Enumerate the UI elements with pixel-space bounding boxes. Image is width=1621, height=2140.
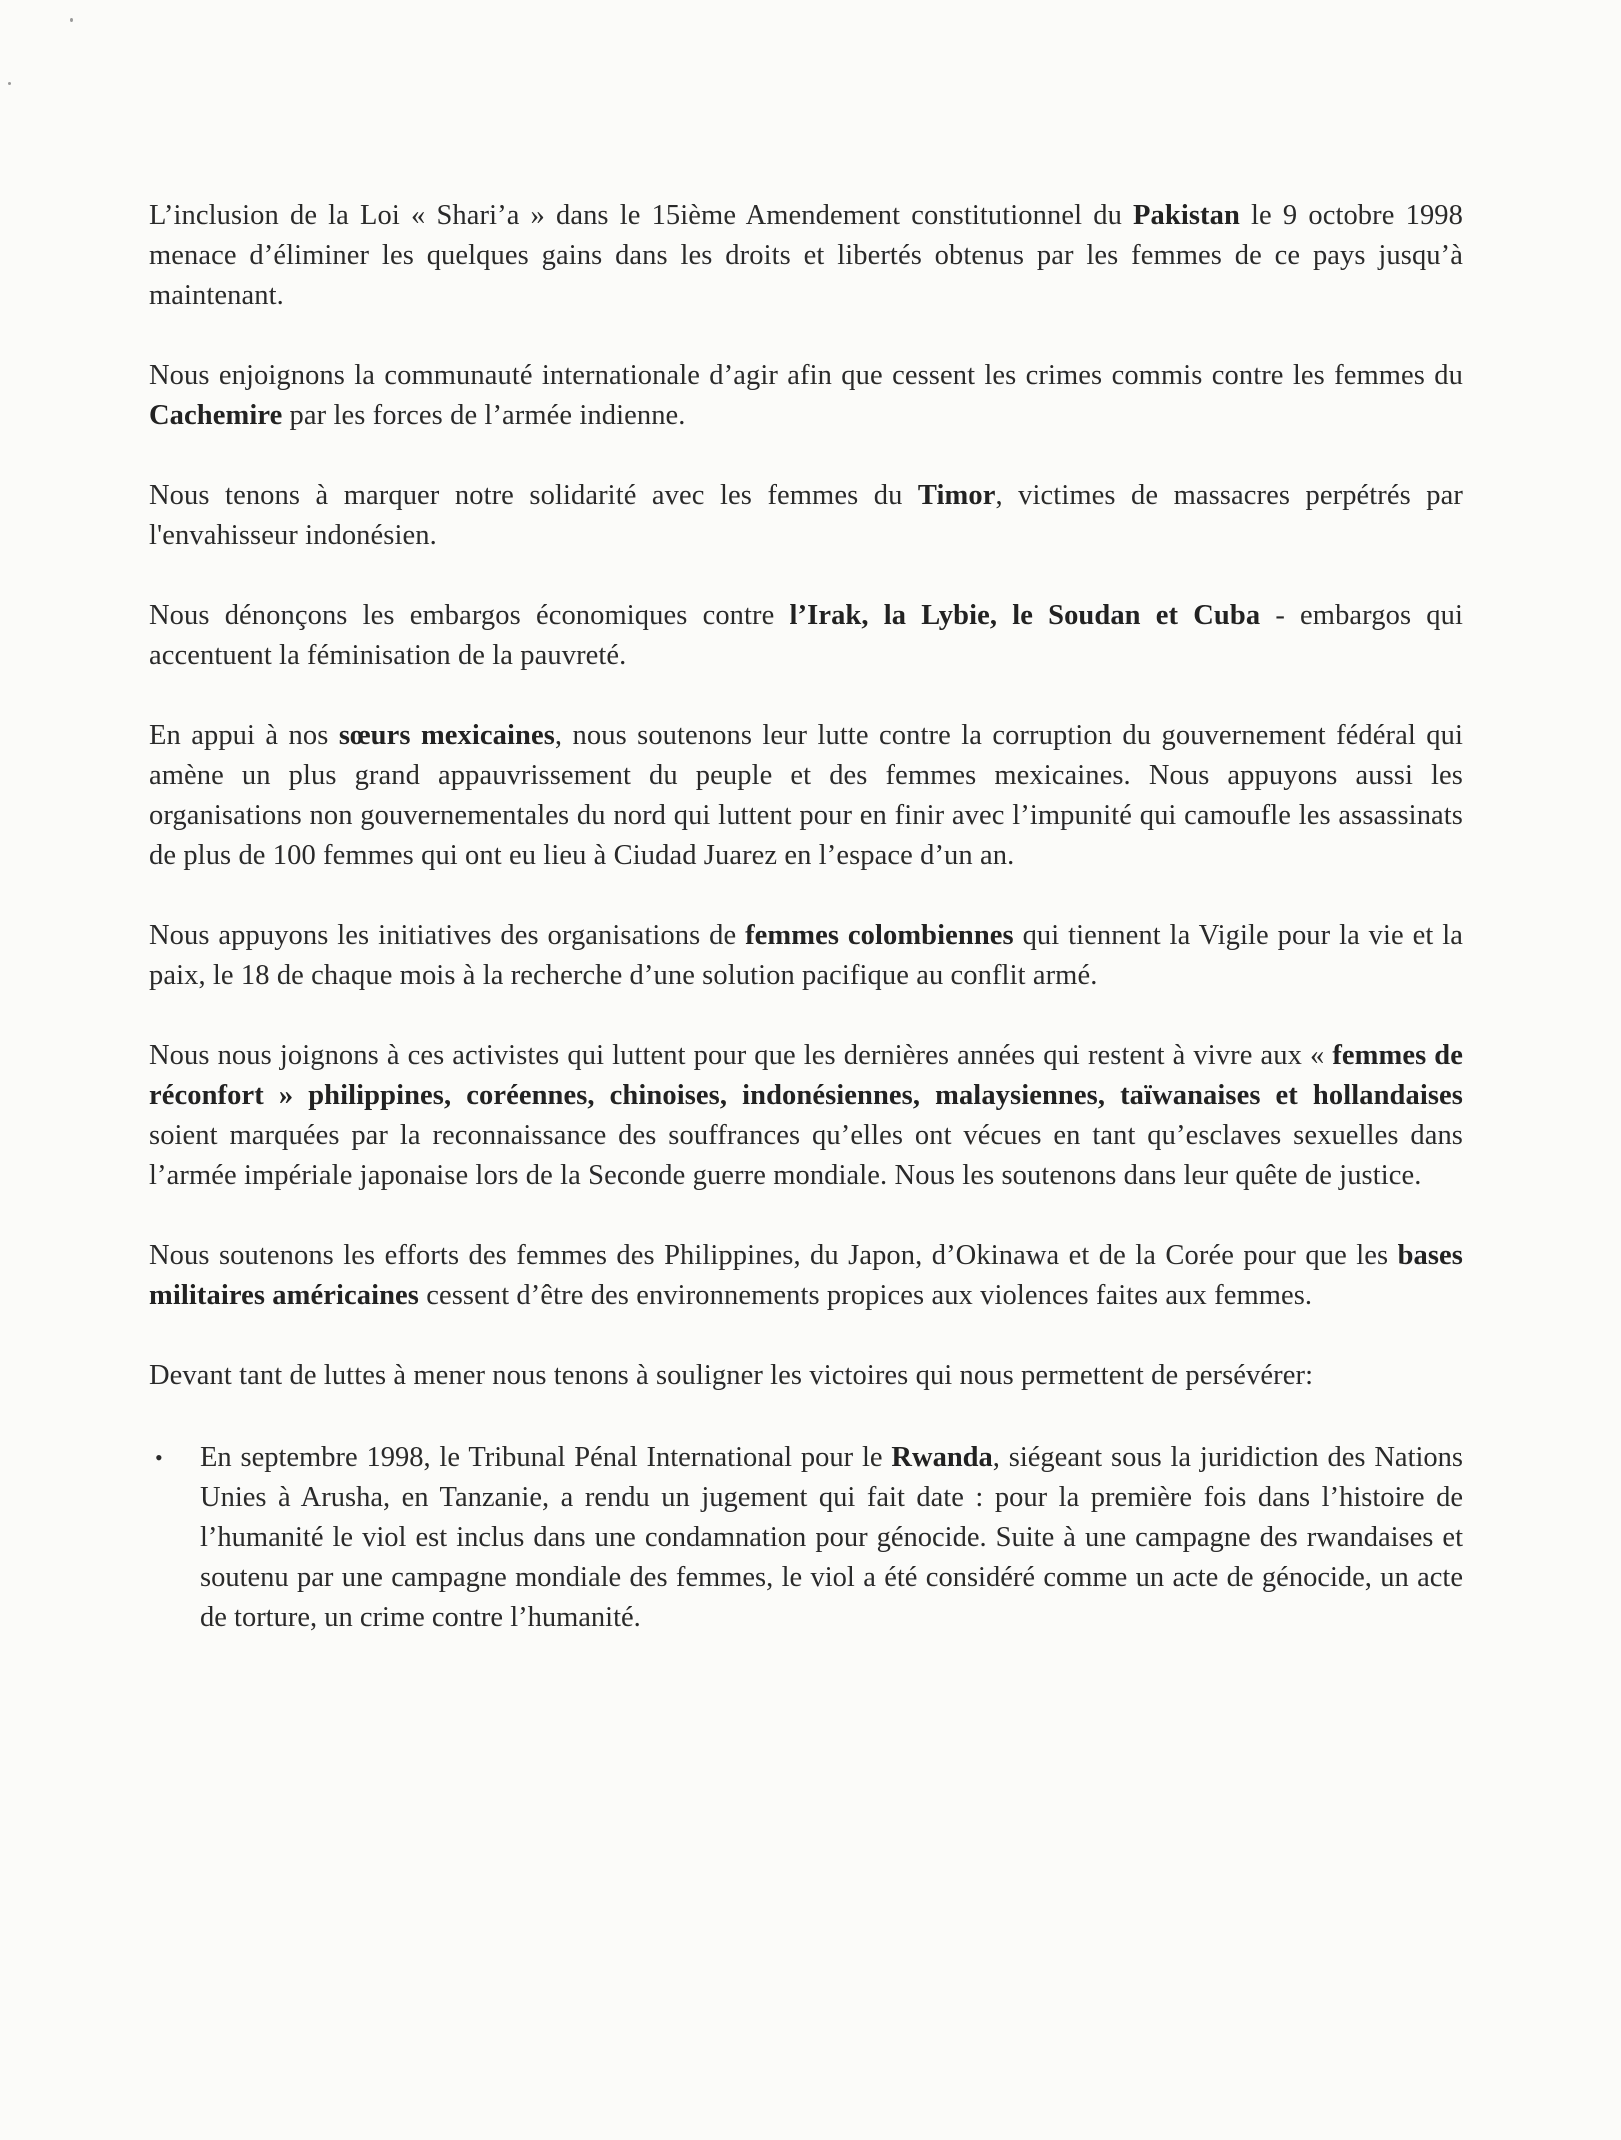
bold-term: bases militaires américaines xyxy=(149,1240,1463,1311)
text: le 9 octobre 1998 menace d’éliminer les quelques gains dans les droits et libertés obtenus par les femmes de ce pays jusqu’à maintenant. xyxy=(149,200,1463,311)
text: , nous soutenons leur lutte contre la corruption du gouvernement fédéral qui amène un plus grand appauvrissement du peuple et des femmes mexicaines. Nous appuyons aussi les organisations non gouvernementales du nord qui luttent pour en finir avec l’impunité qui camoufle les assassinats de plus de 100 femmes qui ont eu lieu à Ciudad Juarez en l’espace d’un an. xyxy=(149,720,1463,871)
bold-term: femmes de réconfort » philippines, coréennes, chinoises, indonésiennes, malaysiennes, taïwanaises et hollandaises xyxy=(149,1040,1464,1111)
list-item xyxy=(149,1438,1463,1638)
scan-speck xyxy=(8,82,11,85)
paragraph-victoires xyxy=(149,1356,1463,1396)
bold-term: Rwanda xyxy=(891,1442,993,1473)
text: Nous enjoignons la communauté internationale d’agir afin que cessent les crimes commis contre les femmes du xyxy=(149,360,1463,391)
paragraph-timor xyxy=(149,476,1463,556)
text: Nous nous joignons à ces activistes qui luttent pour que les dernières années qui restent à vivre aux « xyxy=(149,1040,1333,1071)
text: Nous appuyons les initiatives des organisations de xyxy=(149,920,746,951)
text: par les forces de l’armée indienne. xyxy=(282,400,686,431)
paragraph-reconfort xyxy=(149,1036,1463,1196)
paragraph-bases-militaires xyxy=(149,1236,1463,1316)
scan-speck xyxy=(70,18,73,22)
document-body xyxy=(149,196,1463,1638)
bold-term: l’Irak, la Lybie, le Soudan et Cuba xyxy=(789,600,1261,631)
text: qui tiennent la Vigile pour la vie et la paix, le 18 de chaque mois à la recherche d’une solution pacifique au conflit armé. xyxy=(149,920,1463,991)
paragraph-mexicaines xyxy=(149,716,1463,876)
text: - embargos qui accentuent la féminisation de la pauvreté. xyxy=(149,600,1463,671)
text: cessent d’être des environnements propices aux violences faites aux femmes. xyxy=(418,1280,1313,1311)
text: Devant tant de luttes à mener nous tenons à souligner les victoires qui nous permettent de persévérer: xyxy=(149,1360,1314,1391)
paragraph-colombiennes xyxy=(149,916,1463,996)
bold-term: Timor xyxy=(917,480,996,511)
text: , siégeant sous la juridiction des Nations Unies à Arusha, en Tanzanie, a rendu un jugement qui fait date : pour la première fois dans l’histoire de l’humanité le viol est inclus dans une condamnation pour génocide. Suite à une campagne des rwandaises et soutenu par une campagne mondiale des femmes, le viol a été considéré comme un acte de génocide, un acte de torture, un crime contre l’humanité. xyxy=(200,1442,1463,1633)
text: Nous dénonçons les embargos économiques contre xyxy=(149,600,790,631)
paragraph-cachemire xyxy=(149,356,1463,436)
text: L’inclusion de la Loi « Shari’a » dans le 15ième Amendement constitutionnel du xyxy=(149,200,1134,231)
text: Nous tenons à marquer notre solidarité avec les femmes du xyxy=(149,480,918,511)
bold-term: femmes colombiennes xyxy=(745,920,1014,951)
text: Nous soutenons les efforts des femmes des Philippines, du Japon, d’Okinawa et de la Corée pour que les xyxy=(149,1240,1398,1271)
text: soient marquées par la reconnaissance des souffrances qu’elles ont vécues en tant qu’esclaves sexuelles dans l’armée impériale japonaise lors de la Seconde guerre mondiale. Nous les soutenons dans leur quête de justice. xyxy=(149,1120,1463,1191)
victories-list xyxy=(149,1438,1463,1638)
paragraph-embargos xyxy=(149,596,1463,676)
bold-term: Pakistan xyxy=(1133,200,1240,231)
text: En septembre 1998, le Tribunal Pénal International pour le xyxy=(200,1442,892,1473)
text: , victimes de massacres perpétrés par l'envahisseur indonésien. xyxy=(149,480,1464,551)
text: En appui à nos xyxy=(149,720,339,751)
bold-term: Cachemire xyxy=(149,400,283,431)
paragraph-pakistan xyxy=(149,196,1463,316)
bullet-marker: • xyxy=(155,1445,163,1470)
bold-term: sœurs mexicaines xyxy=(338,720,555,751)
